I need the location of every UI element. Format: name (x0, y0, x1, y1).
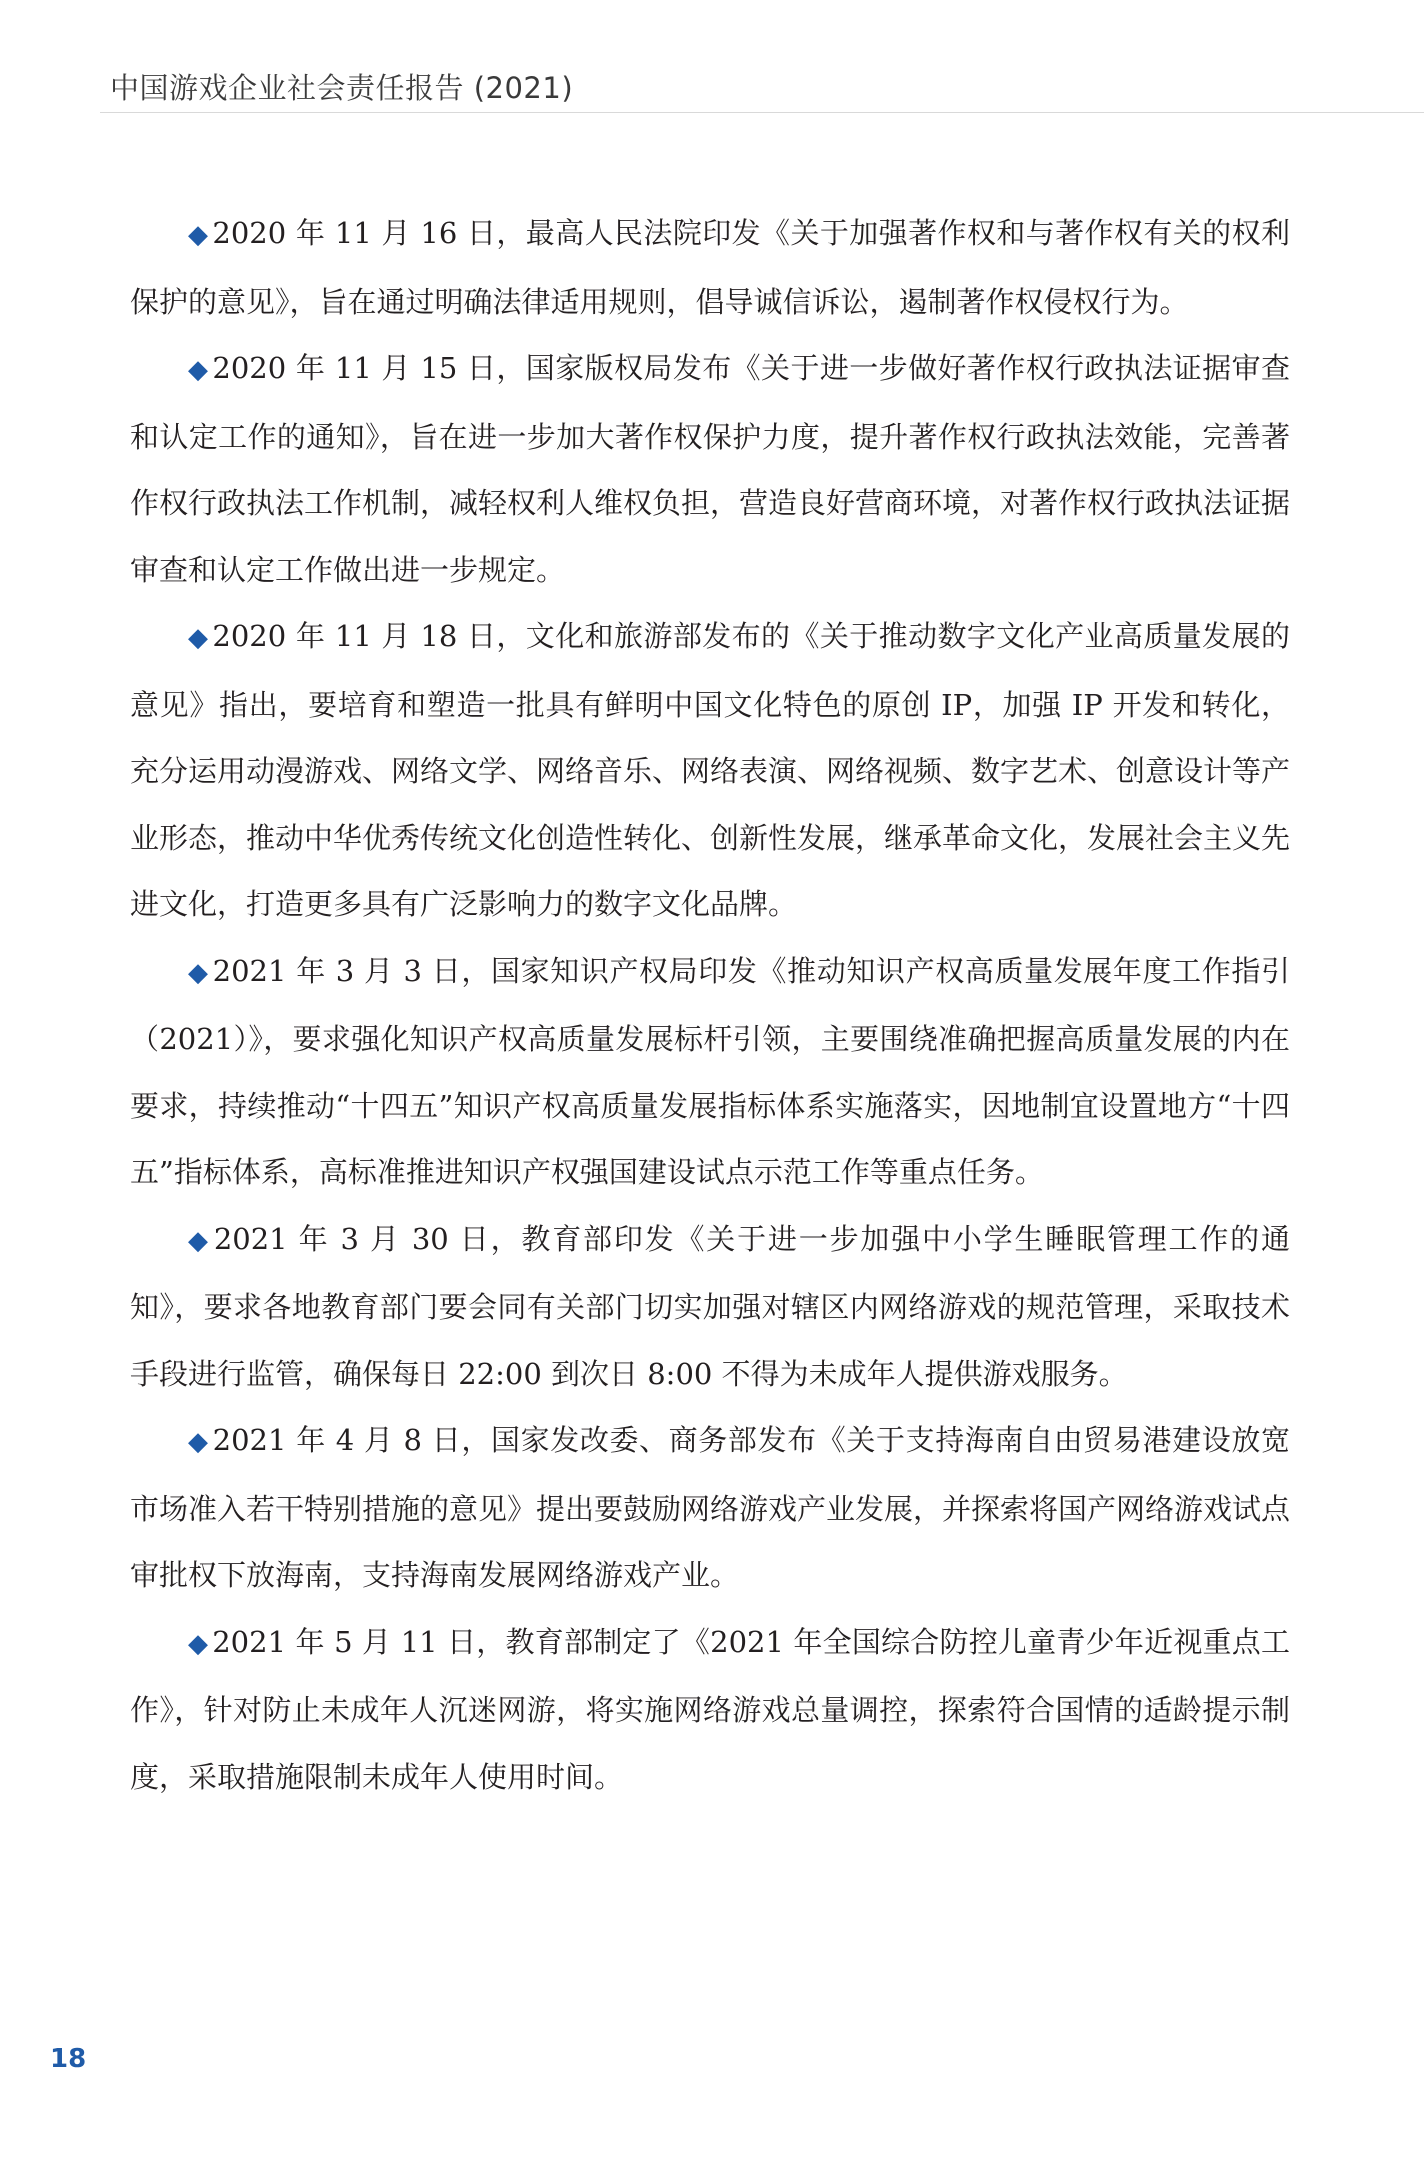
policy-item (130, 1609, 1290, 1811)
header-divider (100, 112, 1424, 113)
policy-item (130, 200, 1290, 335)
policy-item-text: 2020 年 11 月 16 日，最高人民法院印发《关于加强著作权和与著作权有关的权利保护的意见》，旨在通过明确法律适用规则，倡导诚信诉讼，遏制著作权侵权行为。 (130, 216, 1290, 319)
policy-item-text: 2021 年 3 月 3 日，国家知识产权局印发《推动知识产权高质量发展年度工作指引（2021）》，要求强化知识产权高质量发展标杆引领，主要围绕准确把握高质量发展的内在要求，持续推动“十四五”知识产权高质量发展指标体系实施落实，因地制宜设置地方“十四五”指标体系，高标准推进知识产权强国建设试点示范工作等重点任务。 (130, 953, 1291, 1189)
policy-item (130, 1206, 1290, 1408)
policy-item-text: 2020 年 11 月 15 日，国家版权局发布《关于进一步做好著作权行政执法证据审查和认定工作的通知》，旨在进一步加大著作权保护力度，提升著作权行政执法效能，完善著作权行政执法工作机制，减轻权利人维权负担，营造良好营商环境，对著作权行政执法证据审查和认定工作做出进一步规定。 (130, 351, 1291, 587)
policy-item (130, 938, 1290, 1206)
diamond-bullet-icon: ◆ (188, 623, 209, 653)
policy-item (130, 1407, 1290, 1609)
policy-item (130, 603, 1290, 938)
diamond-bullet-icon: ◆ (188, 220, 209, 250)
diamond-bullet-icon: ◆ (188, 1427, 209, 1457)
diamond-bullet-icon: ◆ (188, 355, 209, 385)
policy-item-text: 2021 年 4 月 8 日，国家发改委、商务部发布《关于支持海南自由贸易港建设放宽市场准入若干特别措施的意见》提出要鼓励网络游戏产业发展，并探索将国产网络游戏试点审批权下放海南，支持海南发展网络游戏产业。 (130, 1423, 1291, 1592)
document-body (130, 200, 1290, 1810)
policy-item-text: 2021 年 5 月 11 日，教育部制定了《2021 年全国综合防控儿童青少年近视重点工作》，针对防止未成年人沉迷网游，将实施网络游戏总量调控，探索符合国情的适龄提示制度，采取措施限制未成年人使用时间。 (130, 1624, 1290, 1794)
diamond-bullet-icon: ◆ (188, 1225, 210, 1256)
diamond-bullet-icon: ◆ (188, 957, 209, 988)
page-number: 18 (50, 2044, 87, 2074)
policy-item-text: 2021 年 3 月 30 日，教育部印发《关于进一步加强中小学生睡眠管理工作的通知》，要求各地教育部门要会同有关部门切实加强对辖区内网络游戏的规范管理，采取技术手段进行监管，确保每日 22:00 到次日 8:00 不得为未成年人提供游戏服务。 (130, 1221, 1290, 1391)
page-header-title: 中国游戏企业社会责任报告 (2021) (110, 71, 574, 105)
policy-item (130, 335, 1290, 603)
diamond-bullet-icon: ◆ (188, 1628, 209, 1659)
policy-item-text: 2020 年 11 月 18 日，文化和旅游部发布的《关于推动数字文化产业高质量发展的意见》指出，要培育和塑造一批具有鲜明中国文化特色的原创 IP，加强 IP 开发和转化，充分运用动漫游戏、网络文学、网络音乐、网络表演、网络视频、数字艺术、创意设计等产业形态，推动中华优秀传统文化创造性转化、创新性发展，继承革命文化，发展社会主义先进文化，打造更多具有广泛影响力的数字文化品牌。 (130, 619, 1291, 921)
